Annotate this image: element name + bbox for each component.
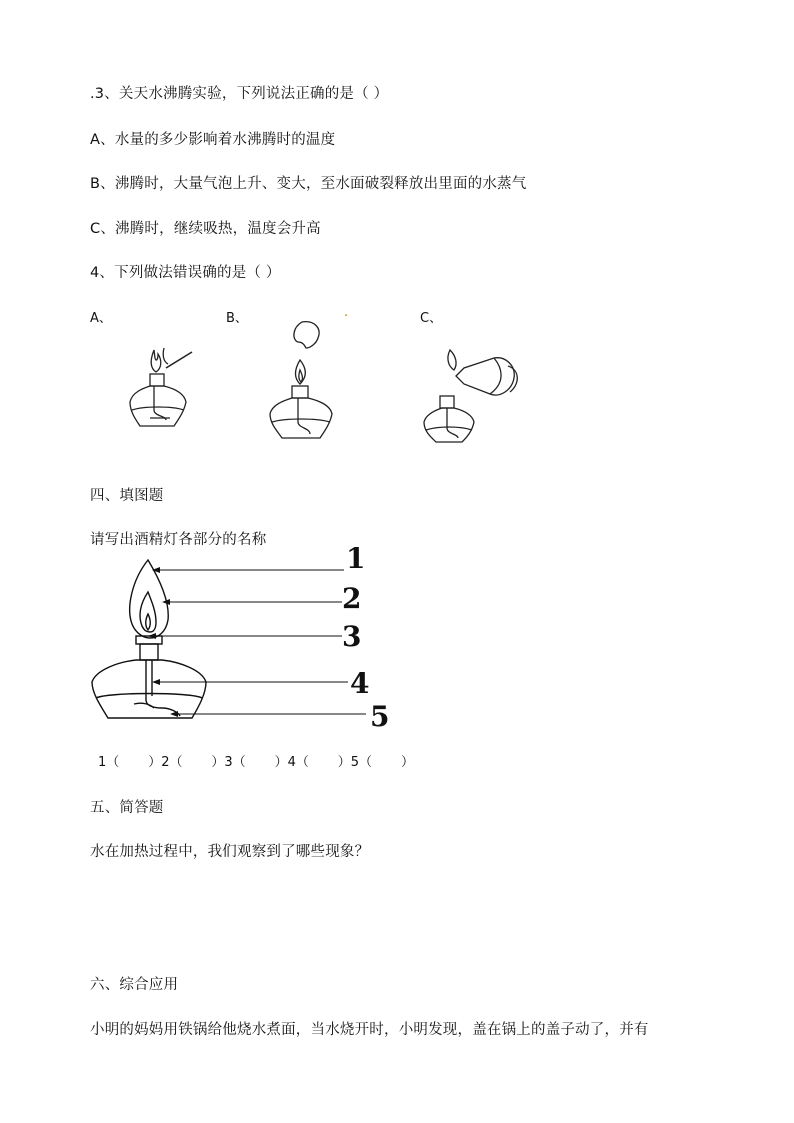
section6-text: 小明的妈妈用铁锅给他烧水煮面，当水烧开时，小明发现，盖在锅上的盖子动了，并有 <box>90 1022 649 1038</box>
lamp-body <box>92 660 206 718</box>
label-number-5: 5 <box>370 700 390 733</box>
answer-blanks: 1（ ）2（ ）3（ ）4（ ）5（ ） <box>98 755 414 770</box>
stray-dot: . <box>344 305 349 320</box>
lamp-b-figure <box>262 318 342 448</box>
q4-label-a: A、 <box>90 311 112 326</box>
inner-flame <box>140 592 156 632</box>
section5-question: 水在加热过程中，我们观察到了哪些现象？ <box>90 844 370 860</box>
q3-option-b: B、沸腾时，大量气泡上升、变大，至水面破裂释放出里面的水蒸气 <box>90 176 527 192</box>
q3-option-c: C、沸腾时，继续吸热，温度会升高 <box>90 221 321 237</box>
section5-heading: 五、简答题 <box>90 800 164 816</box>
section6-heading: 六、综合应用 <box>90 977 179 993</box>
q4-stem: 4、下列做法错误确的是（ ） <box>90 265 281 281</box>
label-number-1: 1 <box>346 542 366 575</box>
q3-option-a: A、水量的多少影响着水沸腾时的温度 <box>90 132 336 148</box>
q4-label-b: B、 <box>226 311 248 326</box>
label-number-4: 4 <box>350 667 370 700</box>
section4-prompt: 请写出酒精灯各部分的名称 <box>90 532 267 548</box>
wick-holder <box>136 636 162 644</box>
q4-label-c: C、 <box>420 311 443 326</box>
lamp-c-figure <box>420 340 540 450</box>
label-number-2: 2 <box>342 582 362 615</box>
q3-stem: .3、关天水沸腾实验，下列说法正确的是（ ） <box>90 86 389 102</box>
flame-core <box>146 614 151 630</box>
outer-flame <box>130 560 169 638</box>
lamp-a-figure <box>120 340 200 440</box>
label-number-3: 3 <box>342 620 362 653</box>
section4-heading: 四、填图题 <box>90 488 164 504</box>
wick <box>146 660 180 716</box>
